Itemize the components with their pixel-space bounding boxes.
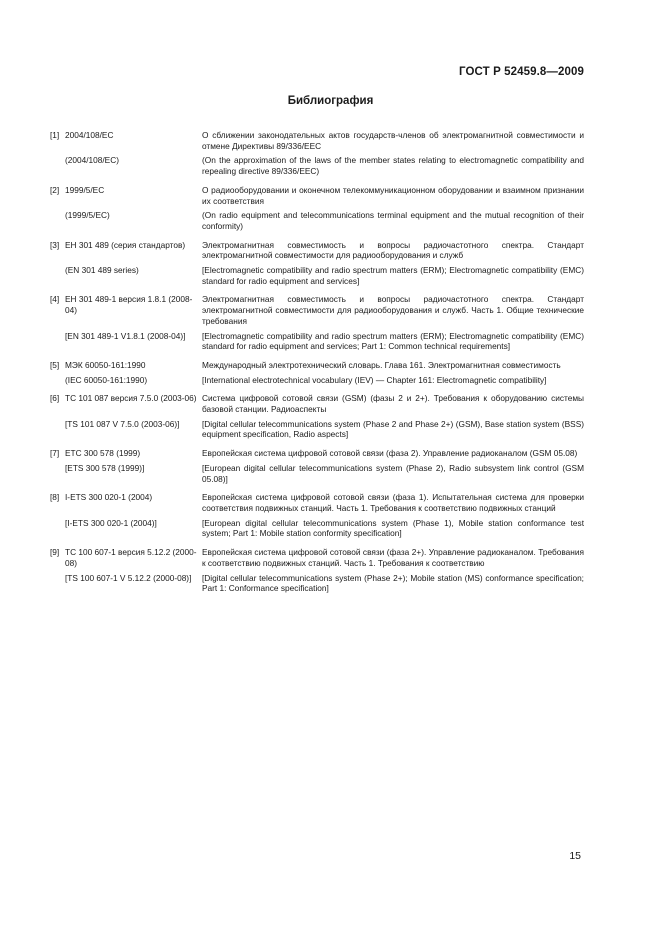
entry-reference-english: (2004/108/EC) (65, 155, 119, 166)
entry-reference: ТС 100 607-1 версия 5.12.2 (2000-08) (65, 547, 197, 568)
entry-description: Европейская система цифровой сотовой связи (фаза 2+). Управление радиоканалом. Требования к соответствию подвижных станций. Часть 1. Требования к соответствию (202, 547, 584, 568)
entry-number-spacer (50, 518, 65, 539)
entry-description-english: [Electromagnetic compatibility and radio spectrum matters (ERM); Electromagnetic compatibility (EMC) standard for radio equipment and services] (202, 265, 584, 286)
entry-description-english: [European digital cellular telecommunications system (Phase 2), Radio subsystem link control (GSM 05.08)] (202, 462, 584, 484)
entry-number: [4] (50, 294, 60, 305)
bib-entry-english (50, 573, 584, 594)
bib-entry (50, 448, 584, 459)
entry-reference: 2004/108/EC (65, 130, 114, 140)
bib-entry (50, 492, 584, 513)
entry-description-english: [European digital cellular telecommunications system (Phase 1), Mobile station conformance test system; Part 1: Mobile station conformity specification] (202, 517, 584, 539)
entry-reference-english: (1999/5/EC) (65, 210, 110, 221)
entry-reference: 1999/5/EC (65, 184, 105, 195)
entry-reference: ЕН 301 489 (серия стандартов) (65, 239, 186, 250)
entry-number-spacer (50, 155, 65, 176)
entry-number: [8] (50, 492, 60, 503)
bib-entry (50, 240, 584, 261)
page-number: 15 (569, 850, 581, 862)
entry-description: Международный электротехнический словарь. Глава 161. Электромагнитная совместимость (202, 359, 561, 370)
entry-number-spacer (50, 210, 65, 231)
entry-reference: МЭК 60050-161:1990 (65, 359, 146, 370)
bib-entry (50, 185, 584, 206)
entry-description-english: (On radio equipment and telecommunications terminal equipment and the mutual recognition of their conformity) (202, 210, 584, 231)
bib-entry-english (50, 375, 584, 386)
bib-entry-english (50, 210, 584, 231)
bib-entry-english (50, 463, 584, 484)
entry-reference-english: (IEC 60050-161:1990) (65, 374, 148, 385)
entry-description-english: (On the approximation of the laws of the member states relating to electromagnetic compatibility and repealing directive 89/336/EEC) (202, 155, 584, 177)
entry-reference-english: [I-ETS 300 020-1 (2004)] (65, 517, 157, 528)
entry-description: Европейская система цифровой сотовой связи (фаза 2). Управление радиоканалом (GSM 05.08) (202, 448, 578, 459)
entry-reference: ЕТС 300 578 (1999) (65, 448, 141, 459)
bib-entry (50, 294, 584, 326)
entry-reference: I-ETS 300 020-1 (2004) (65, 492, 153, 503)
entry-number: [1] (50, 130, 60, 140)
entry-number-spacer (50, 463, 65, 484)
bib-entry (50, 360, 584, 371)
bib-entry-english (50, 155, 584, 176)
entry-reference: ЕН 301 489-1 версия 1.8.1 (2008-04) (65, 294, 193, 316)
bib-entry (50, 547, 584, 568)
entry-reference-english: [EN 301 489-1 V1.8.1 (2008-04)] (65, 330, 186, 341)
entry-number-spacer (50, 331, 65, 352)
bib-entry-english (50, 265, 584, 286)
bib-entry-english (50, 419, 584, 440)
entry-description: Система цифровой сотовой связи (GSM) (фазы 2 и 2+). Требования к оборудованию системы базовой станции. Радиоаспекты (202, 393, 584, 415)
entry-description: Электромагнитная совместимость и вопросы радиочастотного спектра. Стандарт электромагнитной совместимости для радиооборудования и служб. Часть 1. Общие технические требования (202, 294, 584, 326)
entry-number-spacer (50, 419, 65, 440)
entry-description: О радиооборудовании и оконечном телекоммуникационном оборудовании и взаимном признании их соответствия (202, 184, 584, 206)
entry-number-spacer (50, 573, 65, 594)
entry-number: [7] (50, 448, 60, 459)
entry-description: Европейская система цифровой сотовой связи (фаза 1). Испытательная система для проверки соответствия подвижных станций. Часть 1. Требования к соответствию подвижных станций (202, 492, 584, 513)
entry-reference: ТС 101 087 версия 7.5.0 (2003-06) (65, 393, 197, 404)
bib-entry (50, 130, 584, 151)
entry-number-spacer (50, 375, 65, 386)
entry-reference-english: (EN 301 489 series) (65, 265, 139, 276)
entry-description-english: [International electrotechnical vocabulary (IEV) — Chapter 161: Electromagnetic compatibility] (202, 374, 547, 385)
entry-number-spacer (50, 265, 65, 286)
entry-number: [3] (50, 239, 60, 250)
entry-description: Электромагнитная совместимость и вопросы радиочастотного спектра. Стандарт электромагнитной совместимости для радиооборудования и служб (202, 239, 584, 261)
entry-description-english: [Digital cellular telecommunications system (Phase 2 and Phase 2+) (GSM), Base station system (BSS) equipment specification, Radio aspects] (202, 418, 584, 440)
entry-reference-english: [TS 100 607-1 V 5.12.2 (2000-08)] (65, 572, 192, 583)
bib-entry (50, 393, 584, 414)
entry-reference-english: [ETS 300 578 (1999)] (65, 462, 145, 473)
entry-description: О сближении законодательных актов государств-членов об электромагнитной совместимости и отмене Директивы 89/336/EEC (202, 130, 584, 151)
page-title: Библиография (287, 95, 374, 107)
entry-number: [2] (50, 184, 60, 195)
entry-number: [5] (50, 359, 60, 370)
entry-number: [9] (50, 547, 60, 558)
document-id: ГОСТ Р 52459.8—2009 (459, 66, 584, 78)
bibliography-list (50, 130, 584, 594)
entry-description-english: [Electromagnetic compatibility and radio spectrum matters (ERM); Electromagnetic compatibility (EMC) standard for radio equipment and services; Part 1: Common technical requirements] (202, 330, 584, 352)
entry-number: [6] (50, 393, 60, 404)
entry-reference-english: [TS 101 087 V 7.5.0 (2003-06)] (65, 418, 180, 429)
bib-entry-english (50, 518, 584, 539)
bib-entry-english (50, 331, 584, 352)
entry-description-english: [Digital cellular telecommunications system (Phase 2+); Mobile station (MS) conformance specification; Part 1: Conformance specification] (202, 572, 584, 594)
